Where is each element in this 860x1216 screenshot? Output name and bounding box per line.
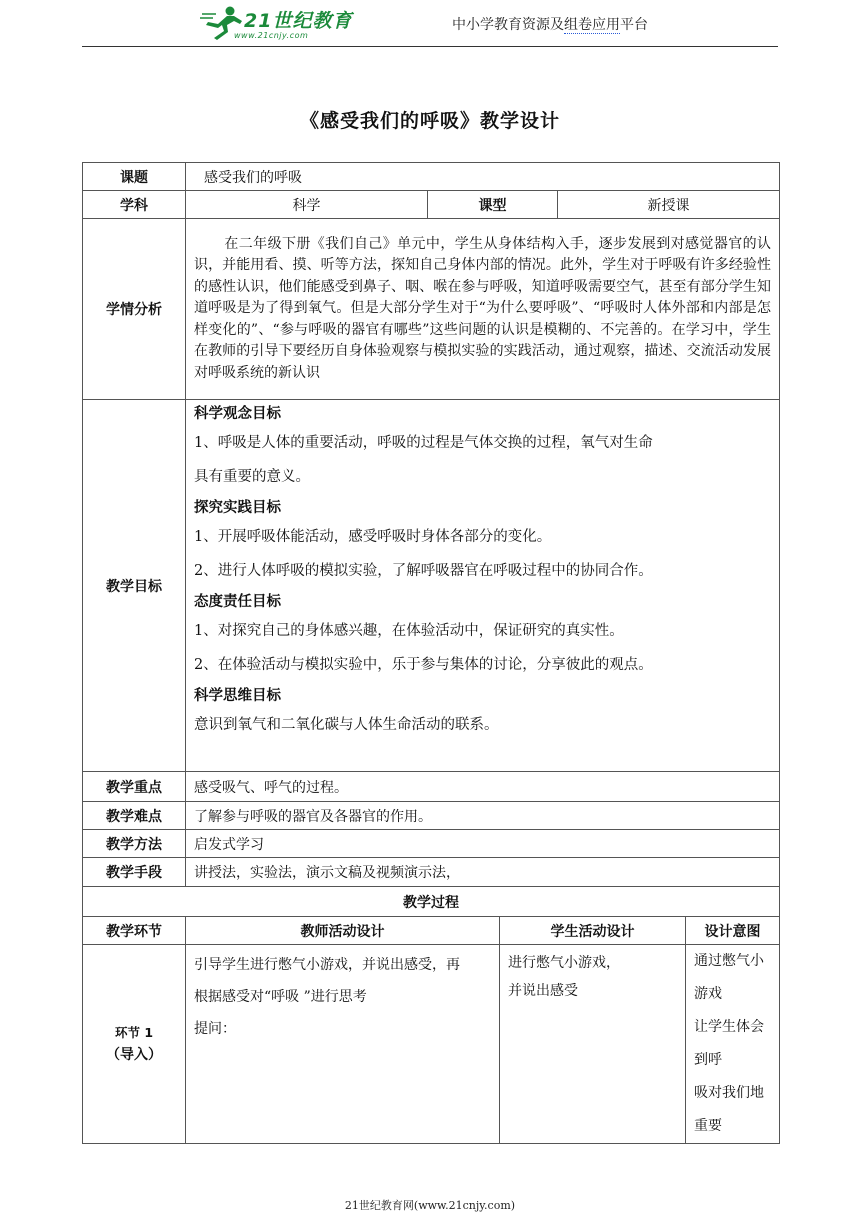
subject-row [83, 191, 780, 219]
col-intent-header: 设计意图 [686, 917, 780, 945]
lesson-plan-table [82, 162, 780, 1144]
goals-label: 教学目标 [83, 400, 186, 772]
stage-cell [83, 945, 186, 1144]
analysis-label: 学情分析 [83, 219, 186, 400]
goals-content [186, 400, 780, 772]
design-intent [686, 945, 780, 1144]
teacher-line: 根据感受对“呼吸 ”进行思考 [194, 989, 367, 1005]
logo-url: www.21cnjy.com [234, 31, 309, 40]
topic-label: 课题 [83, 163, 186, 191]
page-footer: 21世纪教育网(www.21cnjy.com) [344, 1199, 516, 1212]
difficulty-label: 教学难点 [83, 802, 186, 830]
type-value: 新授课 [558, 191, 780, 219]
goal-heading: 态度责任目标 [194, 594, 281, 610]
teacher-line: 提问： [194, 1021, 236, 1037]
process-title: 教学过程 [83, 887, 780, 917]
topic-row [83, 163, 780, 191]
means-value: 讲授法，实验法，演示文稿及视频演示法， [186, 858, 780, 887]
analysis-text [186, 219, 780, 400]
analysis-paragraph: 在二年级下册《我们自己》单元中，学生从身体结构入手，逐步发展到对感觉器官的认识，并能用看、摸、听等方法，探知自己身体内部的情况。此外，学生对于呼吸有许多经验性的感性认识，他们能感受到鼻子、咽、喉在参与呼吸，知道呼吸需要空气，甚至有部分学生知道呼吸是为了得到氧气。但是大部分学生对于“为什么要呼吸”、“呼吸时人体外部和内部是怎样变化的”、“参与呼吸的器官有哪些”这些问题的认识是模糊的、不完善的。在学习中，学生在教师的引导下要经历自身体验观察与模拟实验的实践活动，通过观察，描述、交流活动发展对呼吸系统的新认识 [194, 235, 771, 381]
stage-name: （导入） [106, 1047, 162, 1063]
intent-line: 通过憋气小游戏 [694, 953, 764, 1002]
intent-line: 吸对我们地重要 [694, 1085, 764, 1134]
platform-name [452, 14, 648, 34]
key-point-label: 教学重点 [83, 772, 186, 802]
difficulty-value: 了解参与呼吸的器官及各器官的作用。 [186, 802, 780, 830]
goal-line: 1、呼吸是人体的重要活动，呼吸的过程是气体交换的过程，氧气对生命 [194, 435, 653, 451]
document-title: 《感受我们的呼吸》教学设计 [299, 110, 560, 132]
goal-line: 具有重要的意义。 [194, 469, 310, 485]
student-line: 进行憋气小游戏， [508, 955, 620, 971]
means-label: 教学手段 [83, 858, 186, 887]
col-student-header: 学生活动设计 [500, 917, 686, 945]
platform-suffix: 平台 [620, 17, 648, 33]
key-point-value: 感受吸气、呼气的过程。 [186, 772, 780, 802]
site-logo [200, 4, 430, 42]
topic-value: 感受我们的呼吸 [186, 163, 780, 191]
student-activity [500, 945, 686, 1144]
goal-line: 2、在体验活动与模拟实验中，乐于参与集体的讨论，分享彼此的观点。 [194, 657, 653, 673]
method-label: 教学方法 [83, 830, 186, 858]
col-stage-header: 教学环节 [83, 917, 186, 945]
method-row [83, 830, 780, 858]
key-point-row [83, 772, 780, 802]
process-row-1 [83, 945, 780, 1144]
col-teacher-header: 教师活动设计 [186, 917, 500, 945]
goal-heading: 科学思维目标 [194, 688, 281, 704]
goal-line: 意识到氧气和二氧化碳与人体生命活动的联系。 [194, 717, 499, 733]
teacher-line: 引导学生进行憋气小游戏，并说出感受，再 [194, 957, 460, 973]
student-line: 并说出感受 [508, 983, 578, 999]
goal-line: 1、开展呼吸体能活动，感受呼吸时身体各部分的变化。 [194, 529, 552, 545]
process-title-row [83, 887, 780, 917]
goal-heading: 科学观念目标 [194, 406, 281, 422]
goals-row [83, 400, 780, 772]
process-header-row [83, 917, 780, 945]
subject-value: 科学 [186, 191, 428, 219]
intent-line: 让学生体会到呼 [694, 1019, 764, 1068]
method-value: 启发式学习 [186, 830, 780, 858]
goal-heading: 探究实践目标 [194, 500, 281, 516]
platform-underlined: 组卷应用 [564, 17, 620, 33]
means-row [83, 858, 780, 887]
difficulty-row [83, 802, 780, 830]
analysis-row [83, 219, 780, 400]
goal-line: 2、进行人体呼吸的模拟实验，了解呼吸器官在呼吸过程中的协同合作。 [194, 563, 653, 579]
platform-prefix: 中小学教育资源及 [452, 17, 564, 33]
stage-number: 环节 1 [114, 1025, 154, 1040]
type-label: 课型 [428, 191, 558, 219]
logo-text: 21世纪教育 [244, 10, 353, 32]
subject-label: 学科 [83, 191, 186, 219]
teacher-activity [186, 945, 500, 1144]
goal-line: 1、对探究自己的身体感兴趣，在体验活动中，保证研究的真实性。 [194, 623, 624, 639]
page-header [82, 0, 778, 47]
